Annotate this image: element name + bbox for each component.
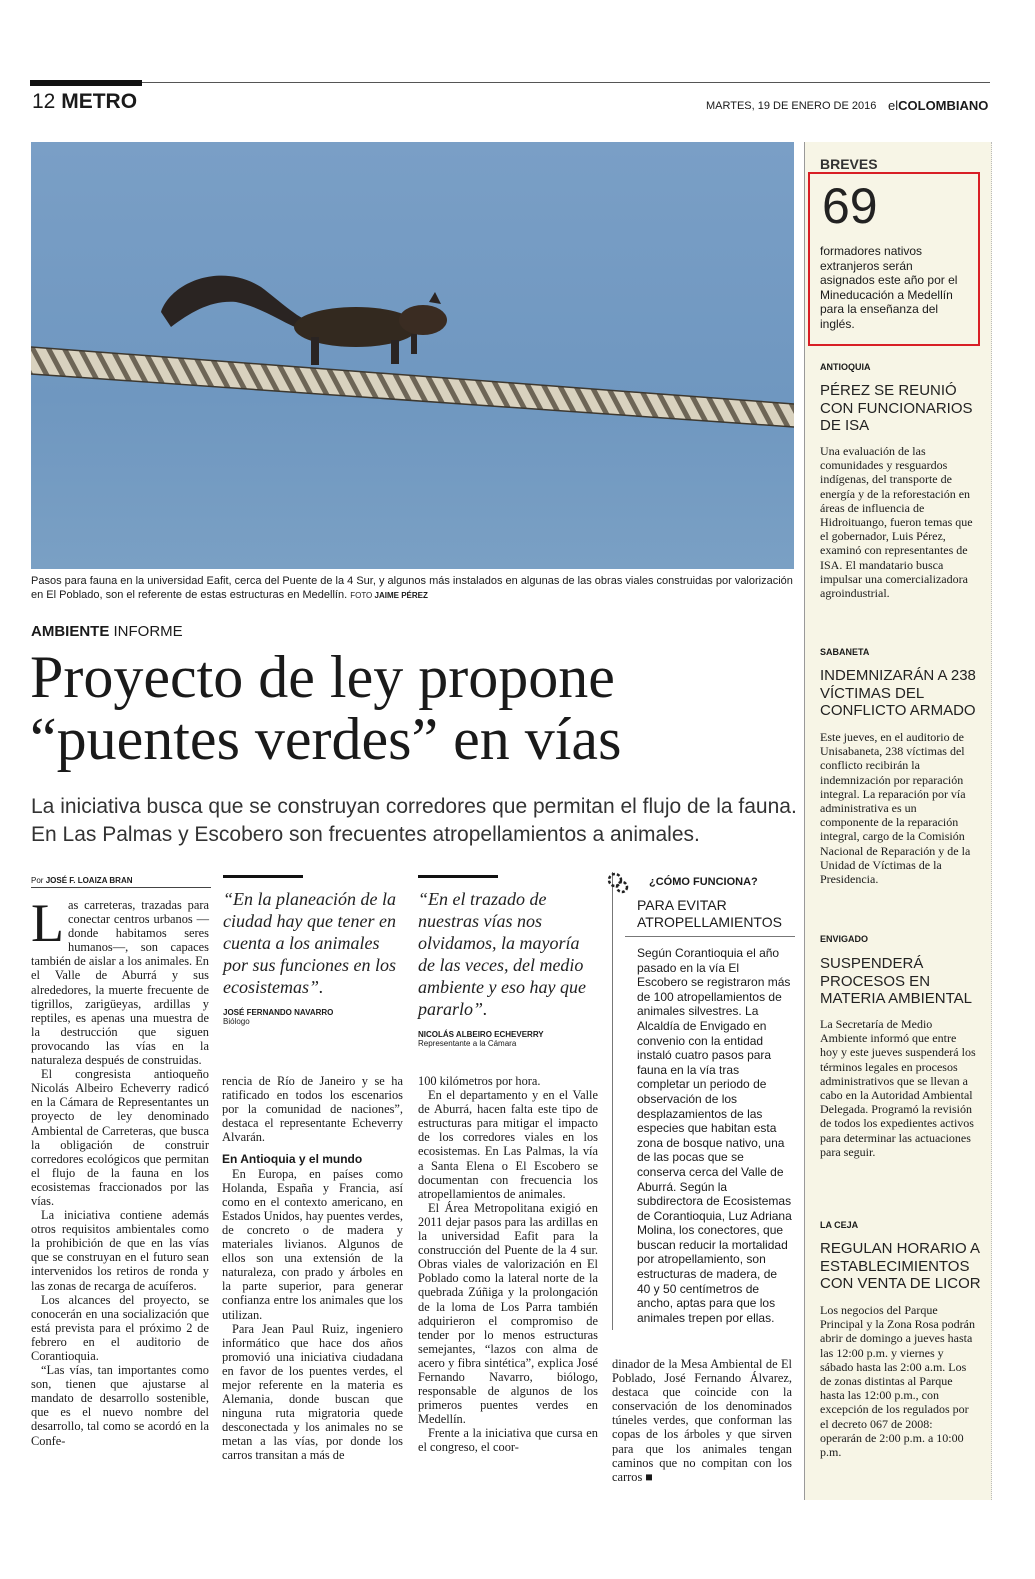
issue-date: MARTES, 19 DE ENERO DE 2016: [706, 100, 877, 112]
photo-caption: Pasos para fauna en la universidad Eafit, cerca del Puente de la 4 Sur, y algunos más instalados en algunas de las obras viales construidas por valorización en El Poblado, son el referente de estas estructuras en Medellín. FOTO JAIME PÉREZ: [31, 575, 793, 601]
drop-cap: L: [31, 893, 64, 953]
gears-icon: [607, 872, 629, 899]
brief-body-envigado: La Secretaría de Medio Ambiente informó que entre hoy y este jueves suspenderá los términos legales en procesos administrativos que se llevan a cabo en la Autoridad Ambiental Delegada. Programó la revisión de todos los expedientes activos para determinar las actuaciones para seguir.: [820, 1017, 976, 1159]
brief-section-envigado: ENVIGADO: [820, 934, 869, 944]
pull-quote-1: “En la planeación de la ciudad hay que tener en cuenta a los animales por sus funciones en los ecosistemas”. JOSÉ FERNANDO NAVARRO Biólogo: [223, 875, 403, 1026]
stat-number: 69: [822, 178, 878, 234]
brief-title-sabaneta: INDEMNIZARÁN A 238 VÍCTIMAS DEL CONFLICTO ARMADO: [820, 667, 976, 719]
brief-body-antioquia: Una evaluación de las comunidades y resguardos indígenas, del transporte de energía y de la reforestación en áreas de influencia de Hidroituango, fueron temas que el gobernador, Luis Pérez, examinó con representantes de ISA. El mandatario busca impulsar una comercializadora agroindustrial.: [820, 444, 973, 601]
article-column-1: Las carreteras, trazadas para conectar centros urbanos —donde habitamos seres humanos—, son capaces también de aislar a los animales. En el Valle de Aburrá y sus alrededores, la muerte frecuente de tigrillos, zarigüeyas, ardillas y reptiles, es apenas una muestra de la destrucción que siguen provocando las vías en la naturaleza después de construidas. El congresista antioqueño Nicolás Albeiro Echeverry radicó en la Cámara de Representantes un proyecto de ley denominado Ambiental de Carreteras, que busca la obligación de construir corredores ecológicos que permitan el flujo de la fauna en los ecosistemas fraccionados por las vías. La iniciativa contiene además otros requisitos ambientales como la prohibición de que en las vías que se construyan en el futuro sean intervenidos los retiros de ronda y las zonas de recarga de acuíferos. Los alcances del proyecto, se conocerán en una socialización que está prevista para el próximo 2 de febrero en el auditorio de Corantioquia. “Las vías, tan importantes como son, tienen que ajustarse al mandato de desarrollo sostenible, que es el nuevo nombre del desarrollo, tal como se acordó en la Confe-: [31, 893, 209, 1448]
stat-text: formadores nativos extranjeros serán asignados este año por el Mineducación a Medellín para la enseñanza del inglés.: [820, 244, 958, 331]
brief-title-envigado: SUSPENDERÁ PROCESOS EN MATERIA AMBIENTAL: [820, 955, 972, 1007]
article-photo: [31, 142, 794, 569]
photo-credit-label: FOTO: [350, 591, 373, 600]
how-it-works-label: ¿CÓMO FUNCIONA?: [649, 876, 758, 888]
article-column-4: dinador de la Mesa Ambiental de El Poblado, José Fernando Álvarez, destaca que coincide con la conservación de los denominados túneles verdes, que conforman las copas de los árboles y que sirven para que los animales tengan caminos que no compitan con los carros ■: [612, 1357, 792, 1484]
article-column-2: rencia de Río de Janeiro y se ha ratificado en todos los escenarios por la comunidad de naciones”, destaca el representante Echeverry Alvarán. En Antioquia y el mundo En Europa, en países como Holanda, España y Francia, así como en el contexto americano, en Estados Unidos, hay puentes verdes, de concreto o de madera y materiales livianos. Algunos de ellos son una extensión de la naturaleza, con prado y árboles en la parte superior, para generar confianza entre los animales que los utilizan. Para Jean Paul Ruiz, ingeniero informático que hace dos años promovió una iniciativa ciudadana en favor de los puentes verdes, el mejor referente en la materia es Alemania, donde buscan que ninguna ruta migratoria quede desconectada y los animales no se metan a las vías, por donde los carros transitan a más de: [222, 1074, 404, 1463]
brief-section-la-ceja: LA CEJA: [820, 1220, 859, 1230]
pull-quote-2: “En el trazado de nuestras vías nos olvidamos, la mayoría de las veces, del medio ambiente y eso hay que pararlo”. NICOLÁS ALBEIRO ECHEVERRY Representante a la Cámara: [418, 875, 598, 1048]
article-kicker: AMBIENTE INFORME: [31, 623, 183, 640]
brief-section-antioquia: ANTIOQUIA: [820, 362, 871, 372]
how-it-works-title: PARA EVITAR ATROPELLAMIENTOS: [637, 897, 782, 930]
article-headline: Proyecto de ley propone “puentes verdes” en vías: [30, 644, 622, 772]
byline: Por JOSÉ F. LOAIZA BRAN: [31, 876, 211, 888]
brief-body-sabaneta: Este jueves, en el auditorio de Unisabaneta, 238 víctimas del conflicto recibirán la indemnización por reparación integral. La reparación por vía administrativa es un componente de la reparación integral, cargo de la Comisión Nacional de Reparación y de la Unidad de Víctimas de la Presidencia.: [820, 730, 971, 887]
how-it-works-box: [612, 872, 795, 1330]
article-dek: La iniciativa busca que se construyan corredores que permitan el flujo de la fauna. En Las Palmas y Escobero son frecuentes atropellamientos a animales.: [31, 795, 797, 846]
sidebar-header: BREVES: [820, 156, 878, 172]
page-number: 12 METRO: [32, 90, 138, 113]
section-name: METRO: [61, 90, 138, 113]
top-rule: [30, 80, 990, 86]
brief-title-antioquia: PÉREZ SE REUNIÓ CON FUNCIONARIOS DE ISA: [820, 382, 973, 434]
squirrel-on-rope-image: [31, 142, 794, 569]
photo-credit-name: JAIME PÉREZ: [374, 591, 428, 600]
brief-section-sabaneta: SABANETA: [820, 647, 870, 657]
article-column-3: 100 kilómetros por hora. En el departamento y en el Valle de Aburrá, hacen falta este tipo de estructuras para mitigar el impacto de los corredores viales en los ecosistemas. En Las Palmas, la vía a Santa Elena o El Escobero se documentan con frecuencia los atropellamientos de animales. El Área Metropolitana exigió en 2011 dejar pasos para las ardillas en la universidad Eafit para la construcción del Puente de la 4 sur. Obras viales de valorización en El Poblado como la lateral norte de la quebrada Zúñiga y la prolongación de la loma de Los Parra también adquirieron el compromiso de tender por lo menos estructuras semejantes, “lazos con alma de acero y fibra sintética”, explica José Fernando Navarro, biólogo, responsable de algunos de los primeros puentes verdes en Medellín. Frente a la iniciativa que cursa en el congreso, el coor-: [418, 1074, 598, 1455]
brief-title-la-ceja: REGULAN HORARIO A ESTABLECIMIENTOS CON VENTA DE LICOR: [820, 1240, 981, 1292]
newspaper-name: elCOLOMBIANO: [888, 98, 989, 113]
how-it-works-body: Según Corantioquia el año pasado en la vía El Escobero se registraron más de 100 atropellamientos de animales silvestres. La Alcaldía de Envigado en convenio con la entidad instaló cuatro pasos para fauna en la vía tras completar un periodo de observación de los desplazamientos de las especies que habitan esta zona de bosque nativo, una de las pocas que se conserva cerca del Valle de Aburrá. Según la subdirectora de Ecosistemas de Corantioquia, Luz Adriana Molina, los conectores, que buscan reducir la mortalidad por atropellamiento, son estructuras de madera, de 40 y 50 centímetros de ancho, aptas para que los animales trepen por ellas.: [637, 946, 792, 1325]
subhead-antioquia-mundo: En Antioquia y el mundo: [222, 1152, 363, 1167]
brief-body-la-ceja: Los negocios del Parque Principal y la Zona Rosa podrán abrir de domingo a jueves hasta las 12:00 p.m. y viernes y sábado hasta las 2:00 a.m. Los de zonas distintas al Parque hasta las 12:00 p.m., con excepción de los regulados por el decreto 067 de 2008: operarán de 2:00 p.m. a 10:00 p.m.: [820, 1303, 975, 1460]
